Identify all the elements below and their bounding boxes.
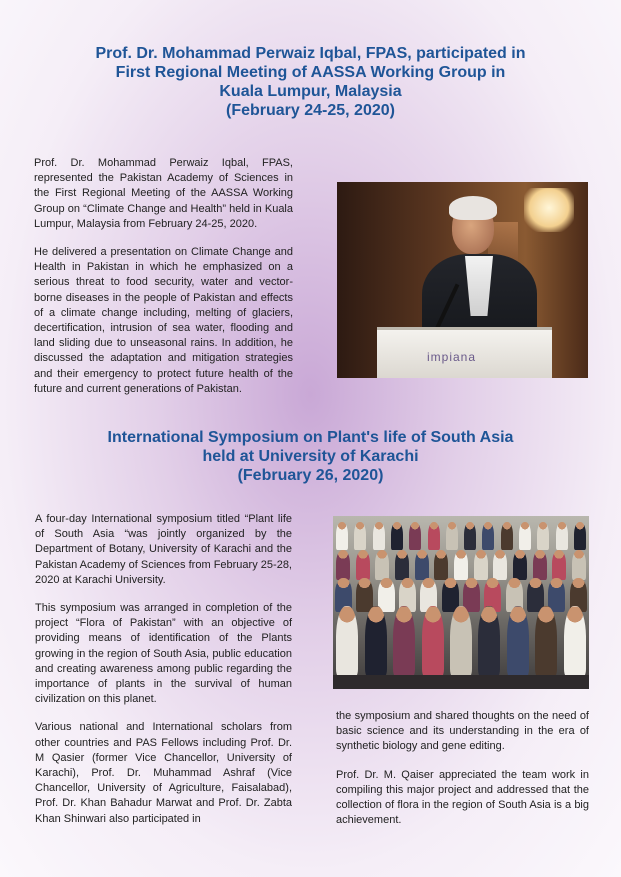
crowd-person [574,522,586,550]
crowd-person [409,522,421,550]
crowd-person [365,606,387,676]
crowd-person [482,522,494,550]
crowd-person [513,550,527,580]
section1-title-line: First Regional Meeting of AASSA Working Group in [115,64,506,81]
crowd-person [446,522,458,550]
crowd-person [501,522,513,550]
crowd-person [493,550,507,580]
crowd-person [533,550,547,580]
speaker-photo [337,182,588,378]
crowd-person [464,522,476,550]
section2-paragraph: Various national and International scholars from other countries and PAS Fellows including Prof. Dr. M Qasier (former Vice Chancellor, University of Karachi), Prof. Dr. Muhammad Ashraf (Vice Chancellor, University of Agriculture, Faisalabad), Prof. Dr. Khan Bahadur Marwat and Prof. Dr. Zabta Khan Shinwari also participated in [35,721,292,825]
group-photo [333,516,589,689]
podium-logo: impiana [427,350,477,364]
crowd-person [434,550,448,580]
section1-title-line: Kuala Lumpur, Malaysia [219,83,402,100]
crowd-person [478,606,500,676]
crowd-person [393,606,415,676]
crowd-back-row [333,522,589,550]
crowd-person [556,522,568,550]
crowd-person [537,522,549,550]
section2-right-column [336,709,589,841]
section2-paragraph: the symposium and shared thoughts on the need of basic science and its understanding in the era of synthetic biology and gene editing. [336,710,589,753]
crowd-person [474,550,488,580]
crowd-person [373,522,385,550]
lamp-light [524,188,574,232]
section1-paragraph: Prof. Dr. Mohammad Perwaiz Iqbal, FPAS, represented the Pakistan Academy of Sciences in the First Regional Meeting of the AASSA Working Group on “Climate Change and Health” held in Kuala Lumpur, Malaysia from February 24-25, 2020. [34,157,293,230]
section2-title-line: International Symposium on Plant's life of South Asia [107,429,514,446]
crowd-person [395,550,409,580]
crowd-person [354,522,366,550]
crowd-person [356,550,370,580]
crowd-person [552,550,566,580]
section1-title [40,44,581,120]
section1-title-line: Prof. Dr. Mohammad Perwaiz Iqbal, FPAS, participated in [95,45,526,62]
section2-left-column [35,512,292,840]
speaker-hair [449,196,497,220]
crowd-person [535,606,557,676]
crowd-person [336,606,358,676]
crowd-person [572,550,586,580]
section2-title [40,428,581,485]
crowd-person [336,550,350,580]
crowd-person [422,606,444,676]
crowd-person [428,522,440,550]
section1-title-line: (February 24-25, 2020) [226,102,395,119]
crowd-middle-row [333,550,589,580]
crowd-person [454,550,468,580]
section1-paragraph: He delivered a presentation on Climate Change and Health in Pakistan in which he emphasized on a serious threat to food security, water and vector-borne diseases in the people of Pakistan and effects of a climate change including, melting of glaciers, decertification, intrusion of sea water, flooding and land sliding due to unseasonal rains. In addition, he discussed the adaptation and mitigation strategies and their emergency to protect future health of the future and current generations of Pakistan. [34,246,293,395]
crowd-person [391,522,403,550]
floor [333,675,589,689]
section2-paragraph: Prof. Dr. M. Qaiser appreciated the team work in compiling this major project and addressed that the collection of flora in the region of South Asia is a big achievement. [336,768,589,827]
section2-title-line: held at University of Karachi [202,448,419,465]
crowd-person [564,606,586,676]
crowd-person [415,550,429,580]
crowd-person [375,550,389,580]
crowd-person [336,522,348,550]
crowd-front-row [333,606,589,676]
section1-body [34,156,293,410]
section2-paragraph: This symposium was arranged in completion of the project “Flora of Pakistan” with an objective of providing means of identification of the Plants growing in the region of South Asia, public education and creating awareness among public regarding the importance of plants in the survival of human civilization on this planet. [35,602,292,706]
crowd-person [519,522,531,550]
section2-title-line: (February 26, 2020) [237,467,384,484]
section2-paragraph: A four-day International symposium titled “Plant life of South Asia “was jointly organized by the Department of Botany, University of Karachi and the Pakistan Academy of Sciences from February 25-28, 2020 at Karachi University. [35,513,292,586]
crowd-person [450,606,472,676]
crowd-person [507,606,529,676]
